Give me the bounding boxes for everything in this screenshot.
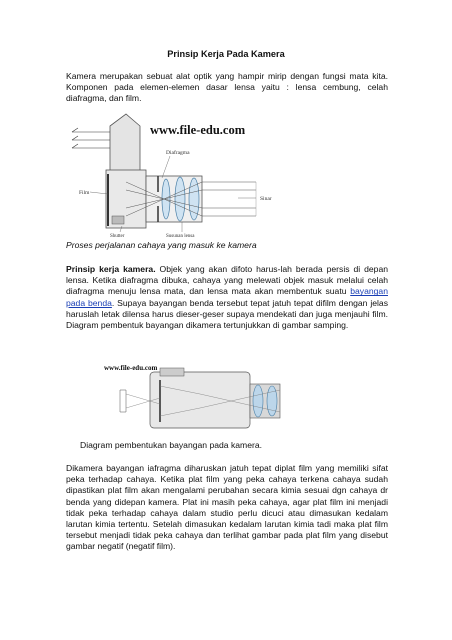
figure2-watermark: www.file-edu.com bbox=[104, 364, 158, 372]
negative-film-paragraph: Dikamera bayangan iafragma diharuskan jatuh tepat diplat film yang memiliki sifat peka terhadap cahaya. Ketika plat film yang peka cahaya terkena cahaya sudah dipastikan plat film akan mengalami perubahan secara kimia sesuai dgn cahaya dr benda yang didepan kamera. Plat ini masih peka cahaya, agar plat film ini menjadi tidak peka terhadap cahaya dalam studio perlu dicuci atau dimasukan kedalam larutan kimia tertentu. Setelah dimasukan kedalam larutan kimia tadi maka plat film tersebut menjadi tidak peka cahaya dan terlihat gambar pada plat film yang disebut gambar negatif (negatif film). bbox=[66, 463, 388, 552]
principle-text-1: Objek yang akan difoto harus-lah berada persis di depan lensa. Ketika diafragma dibuka, cahaya yang melewati objek masuk melalui celah diafragma menuju lensa mata, dan lensa mata akan membentuk suatu bbox=[66, 264, 389, 297]
intro-paragraph: Kamera merupakan sebuat alat optik yang hampir mirip dengan fungsi mata kita. Komponen pada elemen-elemen dasar lensa yaitu : lensa cembung, celah diafragma, dan film. bbox=[66, 71, 388, 104]
bayangan-link[interactable]: bayangan pada benda bbox=[66, 286, 388, 308]
label-diafragma: Diafragma bbox=[166, 150, 190, 156]
camera-light-path-svg bbox=[66, 112, 291, 238]
label-film: Film bbox=[79, 190, 90, 196]
page-title: Prinsip Kerja Pada Kamera bbox=[167, 49, 285, 59]
figure1-caption: Proses perjalanan cahaya yang masuk ke kamera bbox=[66, 240, 257, 250]
figure1-watermark: www.file-edu.com bbox=[150, 123, 246, 137]
principle-lead: Prinsip kerja kamera. bbox=[66, 264, 156, 274]
principle-text-2: . Supaya bayangan benda tersebut tepat jatuh tepat difilm dengan jelas haruslah letak dilensa harus dieser-geser supaya mendekati dan juga menjauhi film. Diagram pembentuk bayangan dikamera tertunjukkan di gambar samping. bbox=[66, 297, 388, 331]
principle-paragraph bbox=[66, 264, 388, 331]
label-shutter: Shutter bbox=[110, 234, 125, 238]
camera-image-formation-svg bbox=[100, 360, 300, 438]
camera-light-path-diagram bbox=[66, 112, 291, 238]
camera-image-formation-diagram bbox=[100, 360, 300, 438]
label-sinar: Sinar bbox=[260, 196, 272, 202]
label-susunan-lensa: Susunan lensa bbox=[166, 234, 195, 238]
figure2-caption: Diagram pembentukan bayangan pada kamera. bbox=[80, 440, 263, 450]
